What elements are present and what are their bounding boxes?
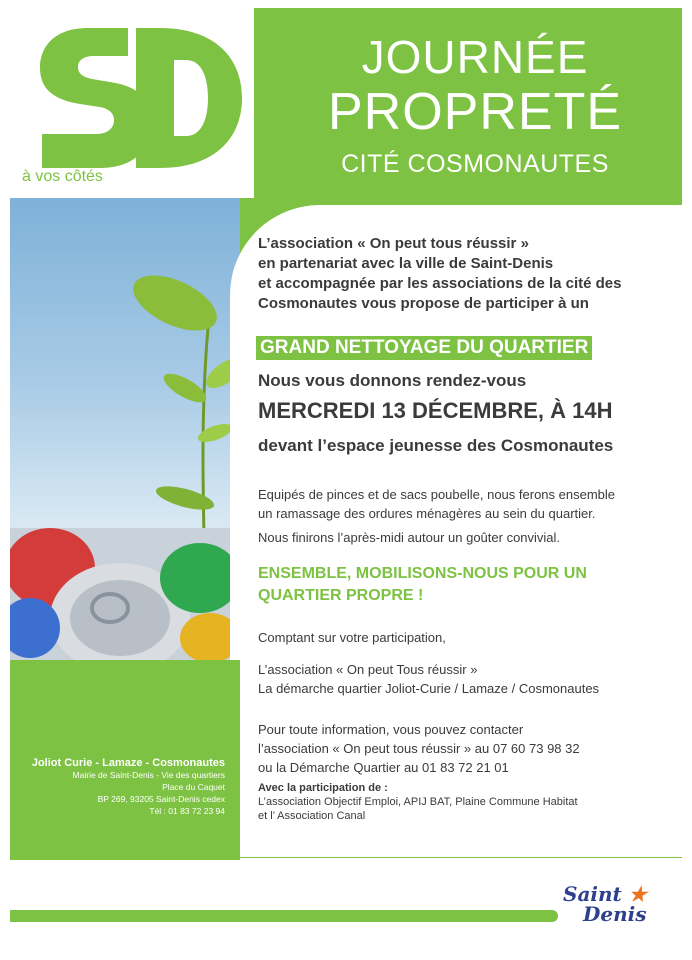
title-line2: PROPRETÉ	[327, 83, 623, 141]
intro-line: en partenariat avec la ville de Saint-Denis	[258, 255, 554, 272]
logo-word-denis: Denis	[583, 902, 647, 926]
signature	[258, 660, 668, 698]
partners-line: et l’ Association Canal	[258, 810, 366, 822]
intro-text	[258, 234, 668, 314]
intro-line: Cosmonautes vous propose de participer à un	[258, 295, 589, 312]
event-place: devant l’espace jeunesse des Cosmonautes	[258, 436, 614, 455]
address-line: Tél : 01 83 72 23 94	[149, 806, 225, 816]
title-line3: CITÉ COSMONAUTES	[341, 150, 609, 178]
slogan-line: ENSEMBLE, MOBILISONS-NOUS POUR UN	[258, 565, 587, 582]
partners-title: Avec la participation de :	[258, 782, 388, 794]
paragraph-snack: Nous finirons l’après-midi autour un goûter convivial.	[258, 530, 561, 545]
address-line: BP 269, 93205 Saint-Denis cedex	[97, 794, 225, 804]
tagline: à vos côtés	[22, 168, 103, 185]
logo-line1	[563, 884, 647, 904]
event-headline: GRAND NETTOYAGE DU QUARTIER	[256, 336, 592, 360]
signature-line: La démarche quartier Joliot-Curie / Lamaze / Cosmonautes	[258, 681, 600, 696]
signature-line: L’association « On peut Tous réussir »	[258, 662, 478, 677]
rendezvous-text: Nous vous donnons rendez-vous	[258, 371, 527, 390]
slogan-line: QUARTIER PROPRE !	[258, 587, 424, 604]
address-title: Joliot Curie - Lamaze - Cosmonautes	[31, 757, 225, 769]
address-block	[30, 757, 225, 817]
address-line: Mairie de Saint-Denis - Vie des quartiers	[72, 770, 225, 780]
partners-line: L’association Objectif Emploi, APIJ BAT, Plaine Commune Habitat	[258, 796, 578, 808]
intro-line: et accompagnée par les associations de la cité des	[258, 275, 622, 292]
contact-line: ou la Démarche Quartier au 01 83 72 21 01	[258, 760, 509, 775]
contact-line: Pour toute information, vous pouvez contacter	[258, 722, 524, 737]
star-icon: ★	[628, 882, 647, 906]
bottom-bar	[10, 910, 558, 922]
intro-line: L’association « On peut tous réussir »	[258, 235, 529, 252]
paragraph-line: un ramassage des ordures ménagères au sein du quartier.	[258, 506, 596, 521]
contact-line: l’association « On peut tous réussir » au 07 60 73 98 32	[258, 741, 580, 756]
title-line1: JOURNÉE	[361, 31, 589, 83]
thanks-text: Comptant sur votre participation,	[258, 630, 446, 645]
event-date: MERCREDI 13 DÉCEMBRE, À 14H	[258, 398, 613, 423]
contact-info	[258, 720, 668, 777]
paragraph-equipment	[258, 485, 668, 523]
logo-word-saint: Saint	[563, 882, 622, 906]
address-line: Place du Caquet	[162, 782, 225, 792]
mobilisation-slogan	[258, 563, 668, 607]
saint-denis-logo	[563, 884, 647, 924]
paragraph-line: Equipés de pinces et de sacs poubelle, nous ferons ensemble	[258, 487, 616, 502]
partners	[258, 781, 668, 823]
